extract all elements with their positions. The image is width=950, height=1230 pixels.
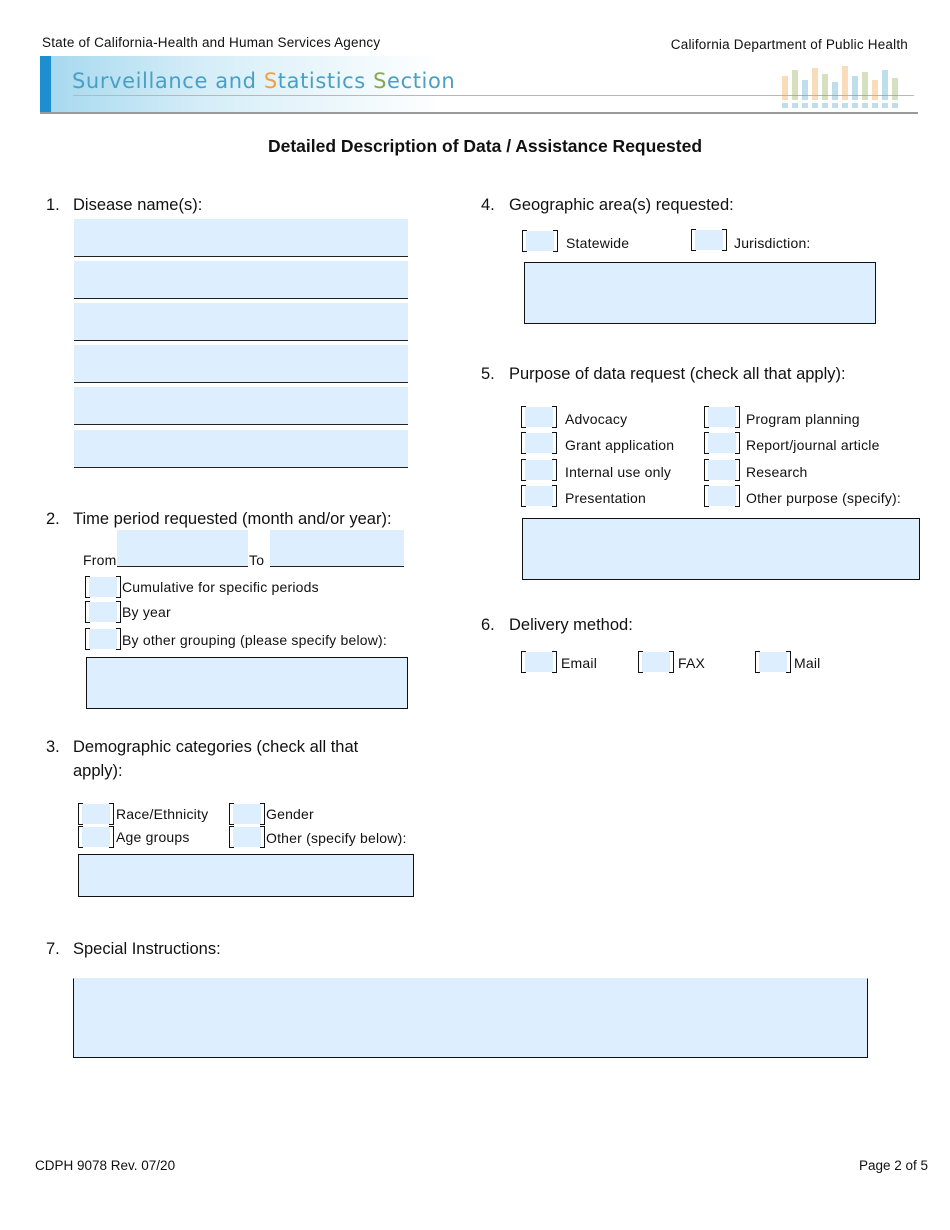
jurisdiction-checkbox[interactable] [691, 229, 727, 251]
to-date-field[interactable] [270, 530, 404, 567]
department-name: California Department of Public Health [670, 37, 908, 52]
q5-label: Purpose of data request (check all that apply): [509, 365, 846, 383]
statewide-checkbox[interactable] [522, 230, 558, 252]
advocacy-label: Advocacy [565, 411, 628, 427]
page-number: Page 2 of 5 [858, 1158, 928, 1173]
email-checkbox[interactable] [521, 651, 557, 673]
agency-name: State of California-Health and Human Services Agency [42, 35, 381, 50]
banner-title: Surveillance and Statistics Section [72, 69, 456, 93]
other-demographic-text-field[interactable] [78, 854, 414, 897]
bar-chart-logo-icon [780, 66, 910, 110]
q6-label: Delivery method: [509, 616, 633, 634]
other-purpose-checkbox[interactable] [704, 485, 740, 507]
other-demographic-label: Other (specify below): [266, 830, 407, 846]
by-year-label: By year [122, 604, 171, 620]
fax-label: FAX [678, 655, 706, 671]
age-groups-checkbox[interactable] [78, 826, 114, 848]
q3-label-line2: apply): [73, 762, 123, 780]
race-ethnicity-label: Race/Ethnicity [116, 806, 209, 822]
section-banner [40, 56, 918, 114]
grant-application-label: Grant application [565, 437, 675, 453]
program-planning-checkbox[interactable] [704, 406, 740, 428]
presentation-checkbox[interactable] [521, 485, 557, 507]
jurisdiction-text-field[interactable] [524, 262, 876, 324]
disease-name-field-1[interactable] [74, 219, 408, 257]
email-label: Email [561, 655, 598, 671]
cumulative-label: Cumulative for specific periods [122, 579, 319, 595]
page-title: Detailed Description of Data / Assistance Requested [267, 136, 703, 156]
age-groups-label: Age groups [116, 829, 190, 845]
q7-label: Special Instructions: [73, 940, 221, 958]
other-grouping-label: By other grouping (please specify below): [122, 632, 388, 648]
other-demographic-checkbox[interactable] [229, 826, 265, 848]
from-date-field[interactable] [117, 530, 248, 567]
q6-number: 6. [481, 616, 495, 634]
form-id: CDPH 9078 Rev. 07/20 [35, 1158, 176, 1173]
special-instructions-field[interactable] [73, 978, 868, 1058]
other-grouping-checkbox[interactable] [85, 628, 121, 650]
race-ethnicity-checkbox[interactable] [78, 803, 114, 825]
program-planning-label: Program planning [746, 411, 860, 427]
advocacy-checkbox[interactable] [521, 406, 557, 428]
internal-use-checkbox[interactable] [521, 459, 557, 481]
q3-number: 3. [46, 738, 60, 756]
mail-label: Mail [794, 655, 821, 671]
other-purpose-label: Other purpose (specify): [746, 490, 901, 506]
fax-checkbox[interactable] [638, 651, 674, 673]
other-purpose-text-field[interactable] [522, 518, 920, 580]
report-journal-checkbox[interactable] [704, 432, 740, 454]
q4-number: 4. [481, 196, 495, 214]
presentation-label: Presentation [565, 490, 647, 506]
disease-name-field-6[interactable] [74, 430, 408, 468]
research-checkbox[interactable] [704, 459, 740, 481]
to-label: To [249, 552, 265, 568]
statewide-label: Statewide [566, 235, 630, 251]
cumulative-checkbox[interactable] [85, 576, 121, 598]
q1-number: 1. [46, 196, 60, 214]
disease-name-field-5[interactable] [74, 387, 408, 425]
q7-number: 7. [46, 940, 60, 958]
disease-name-field-2[interactable] [74, 261, 408, 299]
disease-name-field-4[interactable] [74, 345, 408, 383]
from-label: From [83, 552, 117, 568]
mail-checkbox[interactable] [755, 651, 791, 673]
grant-application-checkbox[interactable] [521, 432, 557, 454]
internal-use-label: Internal use only [565, 464, 672, 480]
q4-label: Geographic area(s) requested: [509, 196, 734, 214]
q5-number: 5. [481, 365, 495, 383]
jurisdiction-label: Jurisdiction: [734, 235, 811, 251]
report-journal-label: Report/journal article [746, 437, 880, 453]
research-label: Research [746, 464, 808, 480]
q1-label: Disease name(s): [73, 196, 203, 214]
other-grouping-text-field[interactable] [86, 657, 408, 709]
by-year-checkbox[interactable] [85, 601, 121, 623]
gender-label: Gender [266, 806, 314, 822]
q3-label-line1: Demographic categories (check all that [73, 738, 359, 756]
disease-name-field-3[interactable] [74, 303, 408, 341]
gender-checkbox[interactable] [229, 803, 265, 825]
q2-number: 2. [46, 510, 60, 528]
q2-label: Time period requested (month and/or year): [73, 510, 392, 528]
